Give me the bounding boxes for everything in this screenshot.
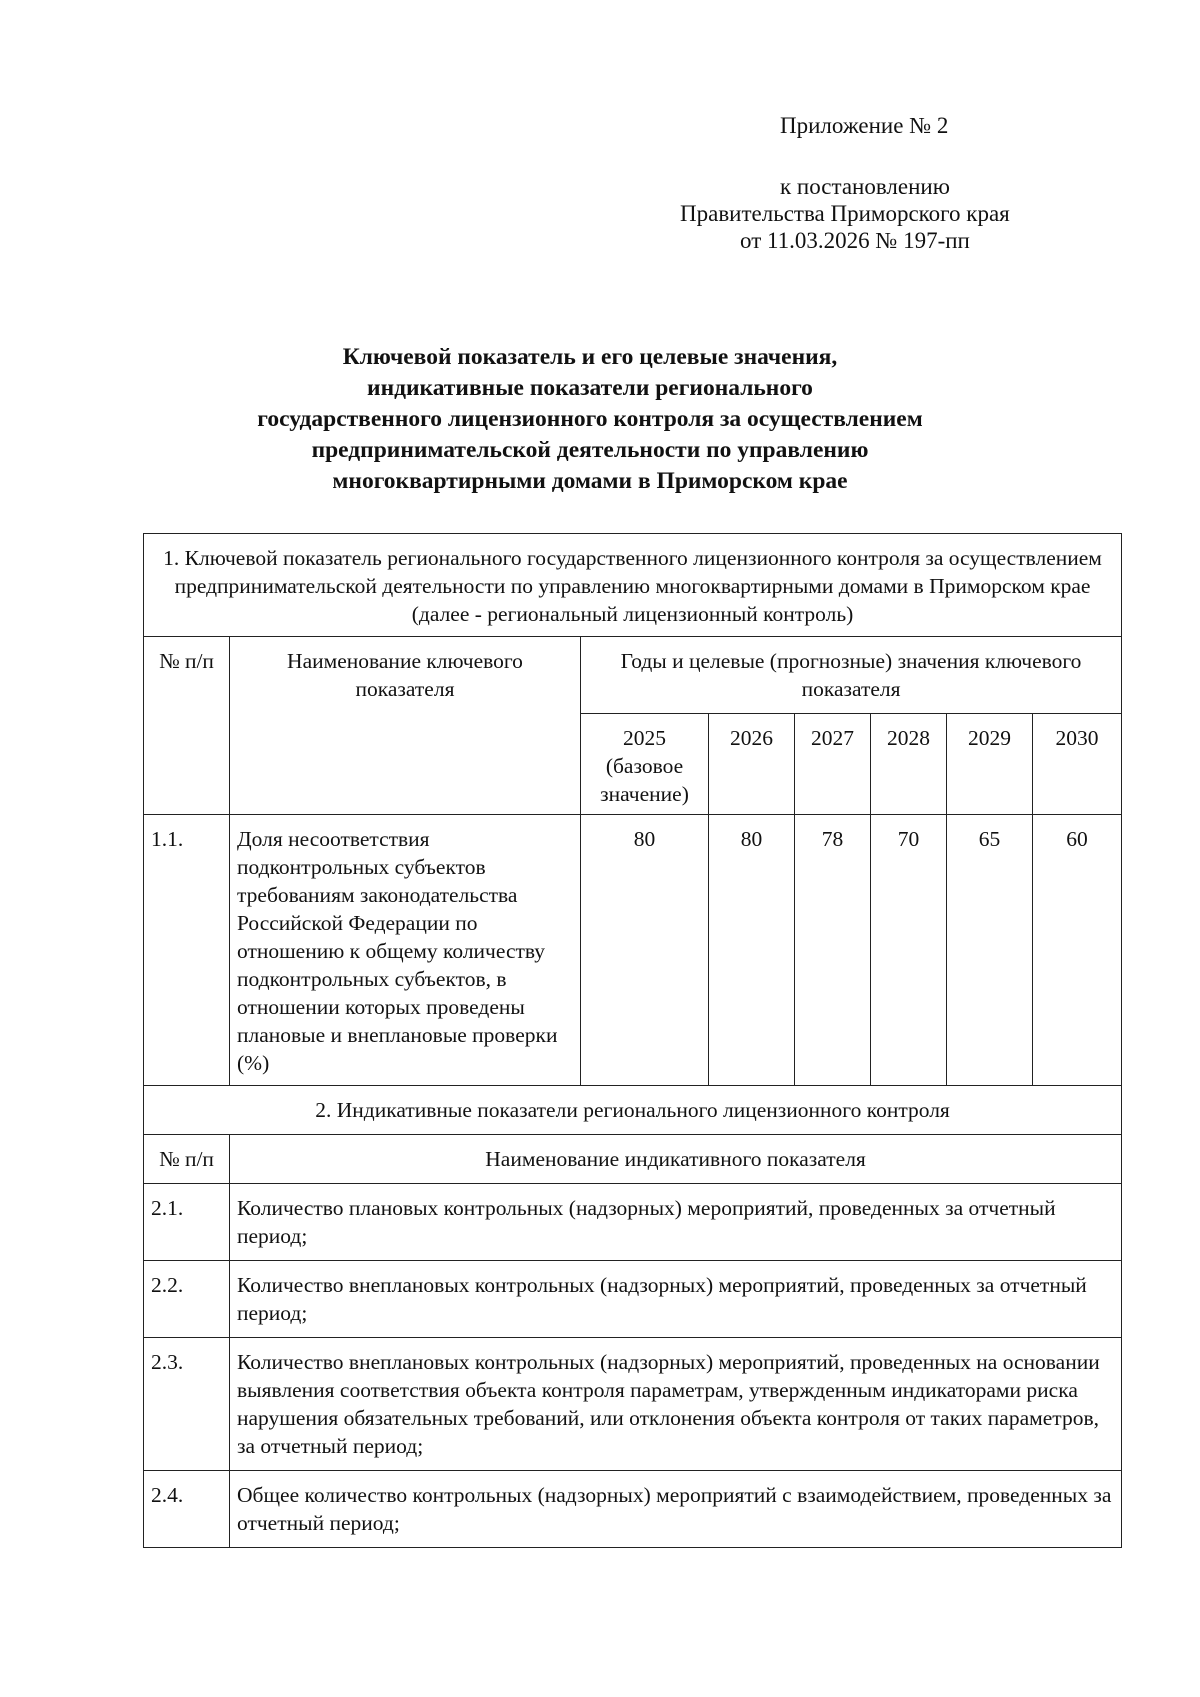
table-row [144, 1261, 1122, 1338]
section2-title: 2. Индикативные показатели регионального лицензионного контроля [144, 1086, 1122, 1135]
appendix-government: Правительства Приморского края [680, 201, 1010, 226]
year-cell: 2026 [709, 714, 795, 815]
row-name: Количество плановых контрольных (надзорных) мероприятий, проведенных за отчетный период; [230, 1184, 1122, 1261]
table-row [144, 1338, 1122, 1471]
appendix-to: к постановлению [780, 174, 950, 199]
row-name: Доля несоответствия подконтрольных субъектов требованиям законодательства Российской Федерации по отношению к общему количеству подконтрольных субъектов, в отношении которых проведены плановые и внеплановые проверки (%) [230, 815, 581, 1086]
appendix-header [680, 112, 1100, 254]
value-cell: 65 [947, 815, 1033, 1086]
value-cell: 60 [1033, 815, 1122, 1086]
row-num: 2.1. [144, 1184, 230, 1261]
year-cell: 2025 (базовое значение) [581, 714, 709, 815]
year-cell: 2027 [795, 714, 871, 815]
table-row [144, 1184, 1122, 1261]
title-line: Ключевой показатель и его целевые значения, [342, 344, 838, 370]
header-years: Годы и целевые (прогнозные) значения ключевого показателя [581, 637, 1122, 714]
row-name: Количество внеплановых контрольных (надзорных) мероприятий, проведенных на основании выявления соответствия объекта контроля параметрам, утвержденным индикаторами риска нарушения обязательных требований, или отклонения объекта контроля от таких параметров, за отчетный период; [230, 1338, 1122, 1471]
row-name: Количество внеплановых контрольных (надзорных) мероприятий, проведенных за отчетный период; [230, 1261, 1122, 1338]
value-cell: 80 [581, 815, 709, 1086]
table-row [144, 1471, 1122, 1548]
title-line: многоквартирными домами в Приморском крае [332, 468, 848, 494]
year-cell: 2030 [1033, 714, 1122, 815]
row-num: 2.2. [144, 1261, 230, 1338]
year-cell: 2028 [871, 714, 947, 815]
section1-title: 1. Ключевой показатель регионального государственного лицензионного контроля за осуществлением предпринимательской деятельности по управлению многоквартирными домами в Приморском крае (далее - региональный лицензионный контроль) [144, 534, 1122, 637]
row-num: 2.3. [144, 1338, 230, 1471]
indicators-table [143, 533, 1122, 1548]
row-num: 1.1. [144, 815, 230, 1086]
header-num: № п/п [144, 1135, 230, 1184]
appendix-number: Приложение № 2 [780, 113, 949, 138]
value-cell: 78 [795, 815, 871, 1086]
value-cell: 80 [709, 815, 795, 1086]
row-name: Общее количество контрольных (надзорных) мероприятий с взаимодействием, проведенных за отчетный период; [230, 1471, 1122, 1548]
table-row [144, 815, 1122, 1086]
title-line: государственного лицензионного контроля за осуществлением [257, 406, 923, 432]
document-title [140, 342, 1040, 497]
title-line: индикативные показатели регионального [367, 375, 813, 401]
appendix-date: от 11.03.2026 № 197-пп [740, 228, 970, 253]
title-line: предпринимательской деятельности по управлению [311, 437, 869, 463]
header-key-indicator-name: Наименование ключевого показателя [230, 637, 581, 815]
row-num: 2.4. [144, 1471, 230, 1548]
header-num: № п/п [144, 637, 230, 815]
year-cell: 2029 [947, 714, 1033, 815]
value-cell: 70 [871, 815, 947, 1086]
header-indicative-name: Наименование индикативного показателя [230, 1135, 1122, 1184]
